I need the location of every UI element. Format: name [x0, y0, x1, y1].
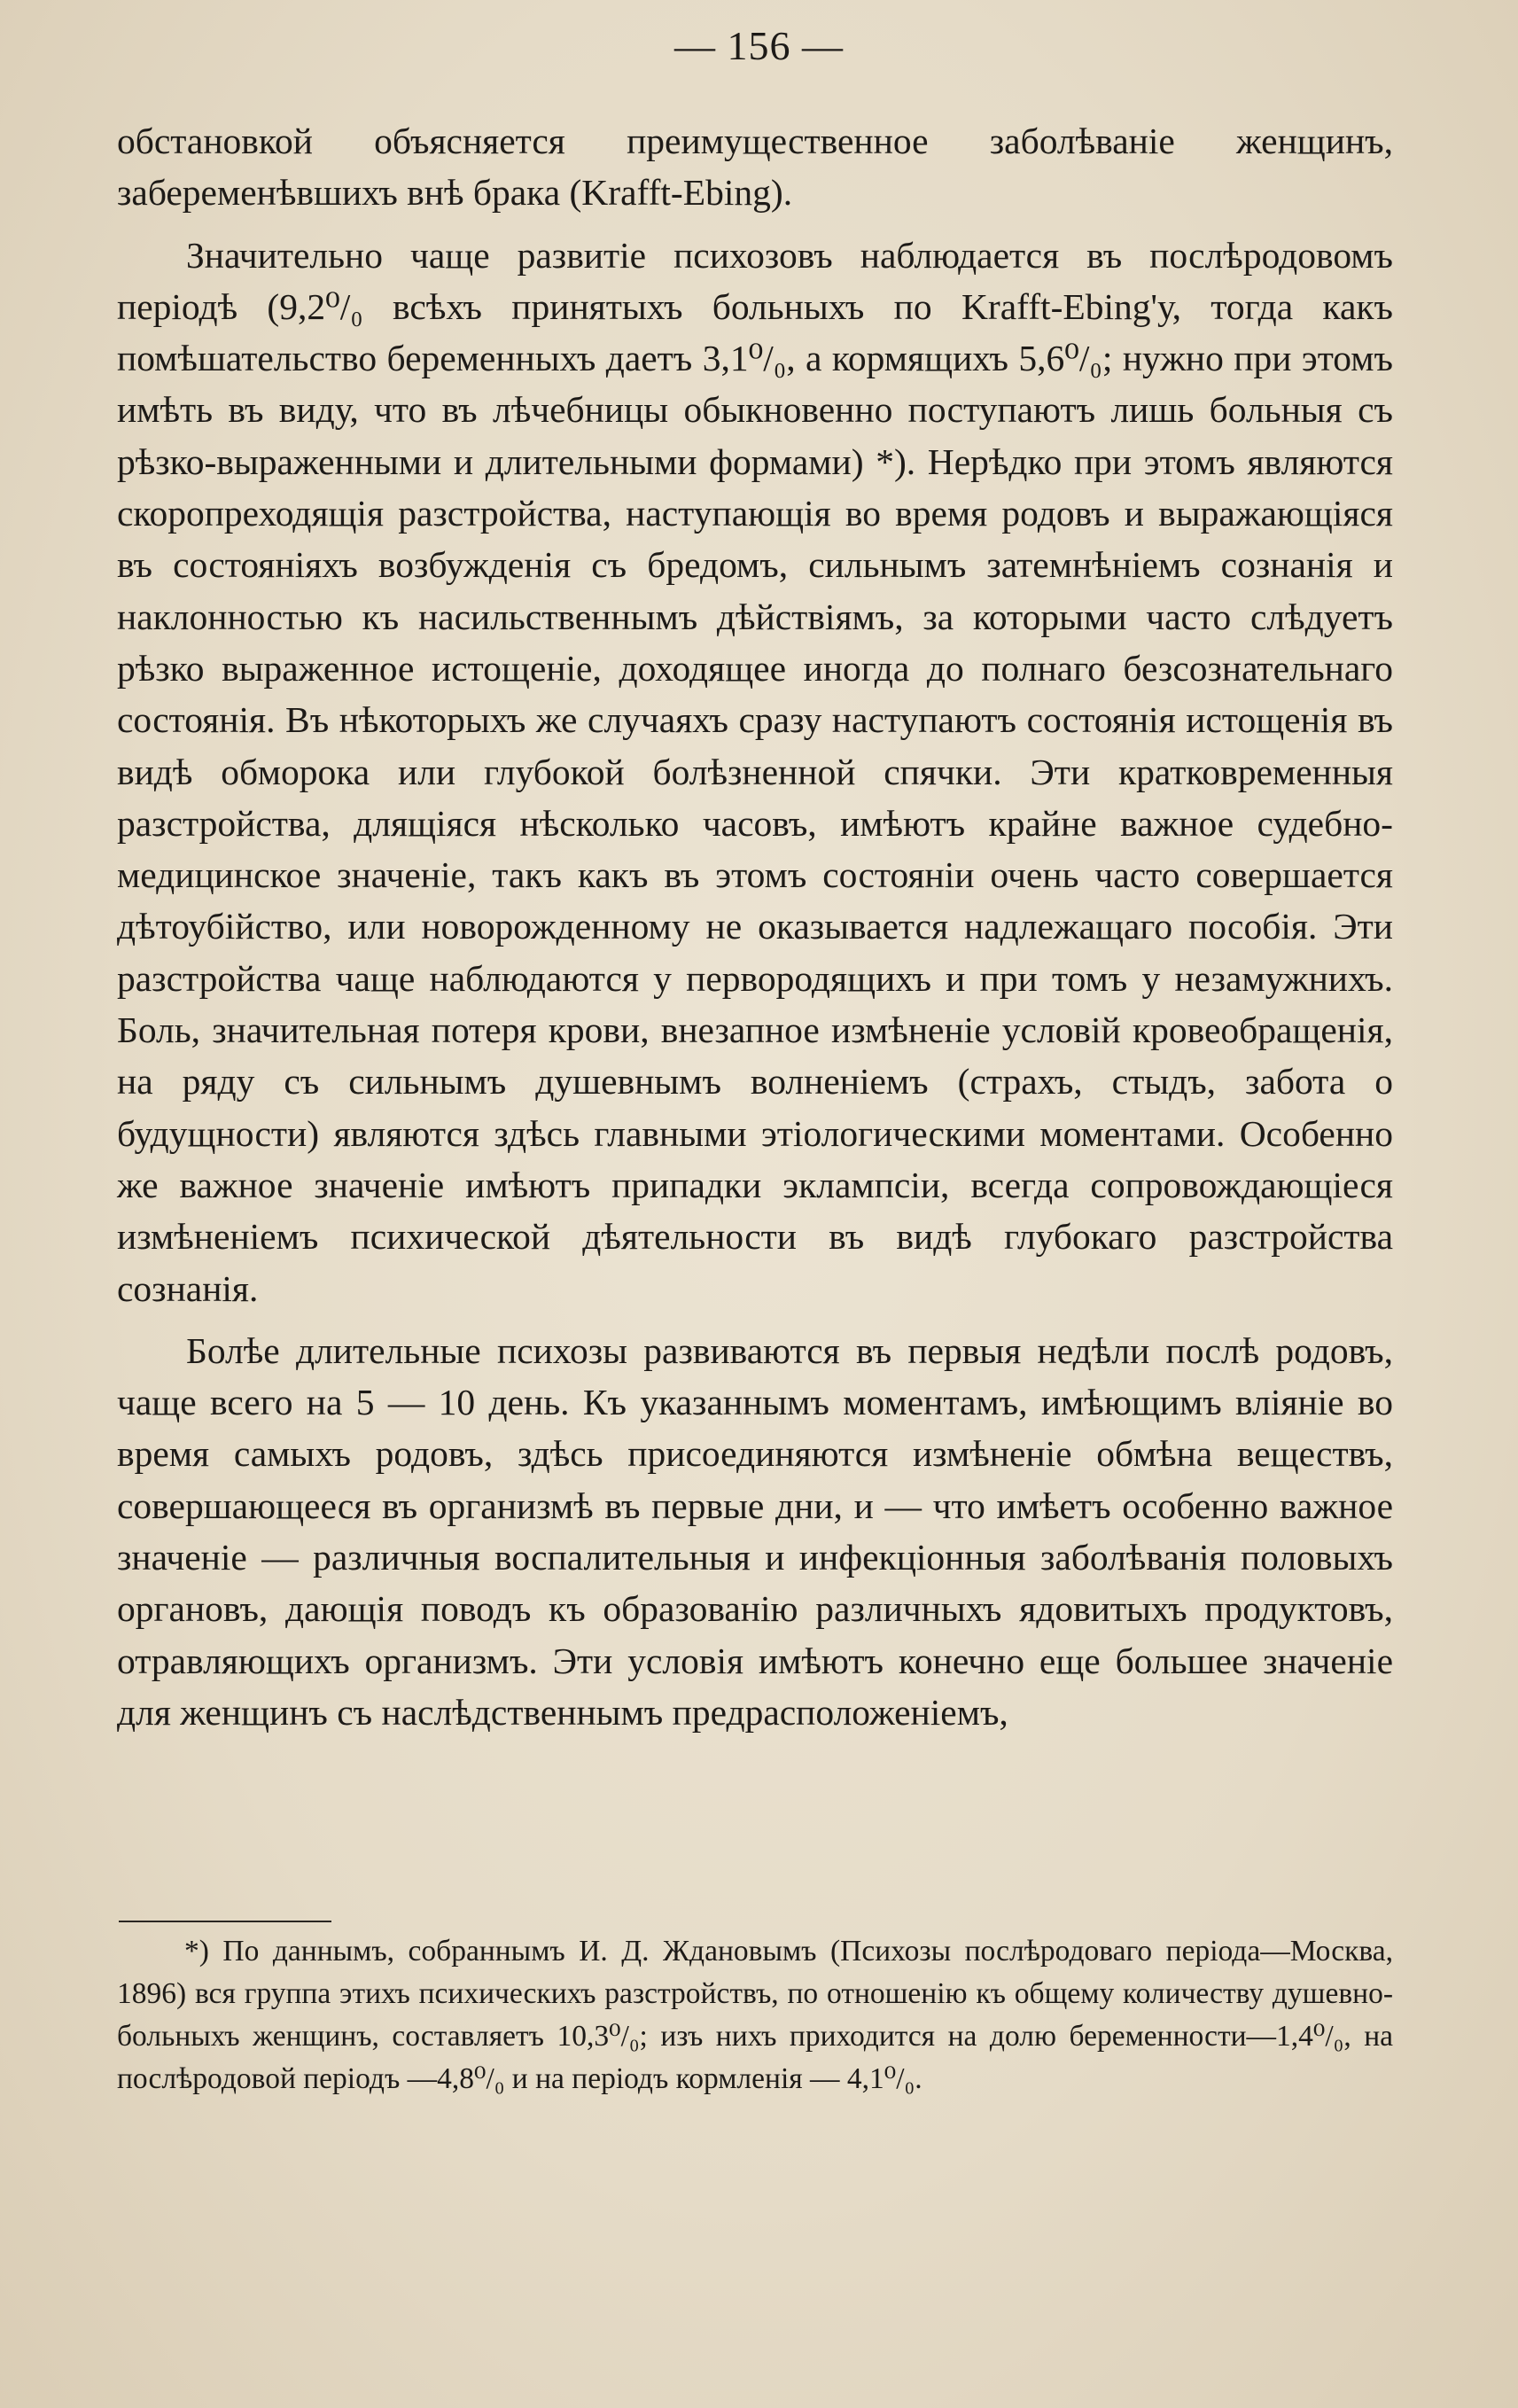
main-text: [117, 115, 1393, 1738]
page-number: — 156 —: [674, 23, 844, 68]
footnote-divider: [119, 1921, 331, 1922]
paragraph: Значительно чаще развитіе психозовъ наблюдается въ послѣродовомъ періодѣ (9,2⁰/₀ всѣхъ принятыхъ больныхъ по Krafft-Ebing'у, тогда какъ помѣшательство беременныхъ даетъ 3,1⁰/₀, а кормящихъ 5,6⁰/₀; нужно при этомъ имѣть въ виду, что въ лѣчебницы обыкновенно поступаютъ лишь больныя съ рѣзко-выраженными и длительными формами) *). Нерѣдко при этомъ являются скоропреходящія разстройства, наступающія во время родовъ и выражающіяся въ состояніяхъ возбужденія съ бредомъ, сильнымъ затемнѣніемъ сознанія и наклонностью къ насильственнымъ дѣйствіямъ, за которыми часто слѣдуетъ рѣзко выраженное истощеніе, доходящее иногда до полнаго безсознательнаго состоянія. Въ нѣкоторыхъ же случаяхъ сразу наступаютъ состоянія истощенія въ видѣ обморока или глубокой болѣзненной спячки. Эти кратковременныя разстройства, длящіяся нѣсколько часовъ, имѣютъ крайне важное судебно-медицинское значеніе, такъ какъ въ этомъ состояніи очень часто совершается дѣтоубійство, или новорожденному не оказывается надлежащаго пособія. Эти разстройства чаще наблюдаются у первородящихъ и при томъ у незамужнихъ. Боль, значительная потеря крови, внезапное измѣненіе условій кровеобращенія, на ряду съ сильнымъ душевнымъ волненіемъ (страхъ, стыдъ, забота о будущности) являются здѣсь главными этіологическими моментами. Особенно же важное значеніе имѣютъ припадки эклампсіи, всегда сопровождающіеся измѣненіемъ психической дѣятельности въ видѣ глубокаго разстройства сознанія.: [117, 234, 1393, 1309]
paragraph-continued: обстановкой объясняется преимущественное заболѣваніе женщинъ, забеременѣвшихъ внѣ брака (Krafft-Ebing).: [117, 121, 1393, 214]
footnote: *) По даннымъ, собраннымъ И. Д. Ждановымъ (Психозы послѣродоваго періода—Москва, 1896) вся группа этихъ психическихъ разстройствъ, по отношенію къ общему количеству душевно-больныхъ женщинъ, составляетъ 10,3⁰/₀; изъ нихъ приходится на долю беременности—1,4⁰/₀, на послѣродовой періодъ —4,8⁰/₀ и на періодъ кормленія — 4,1⁰/₀.: [117, 1935, 1393, 2095]
paragraph: Болѣе длительные психозы развиваются въ первыя недѣли послѣ родовъ, чаще всего на 5 — 10 день. Къ указаннымъ моментамъ, имѣющимъ вліяніе во время самыхъ родовъ, здѣсь присоединяются измѣненіе обмѣна веществъ, совершающееся въ организмѣ въ первые дни, и — что имѣетъ особенно важное значеніе — различныя воспалительныя и инфекціонныя заболѣванія половыхъ органовъ, дающія поводъ къ образованію различныхъ ядовитыхъ продуктовъ, отравляющихъ организмъ. Эти условія имѣютъ конечно еще большее значеніе для женщинъ съ наслѣдственнымъ предрасположеніемъ,: [117, 1329, 1393, 1733]
